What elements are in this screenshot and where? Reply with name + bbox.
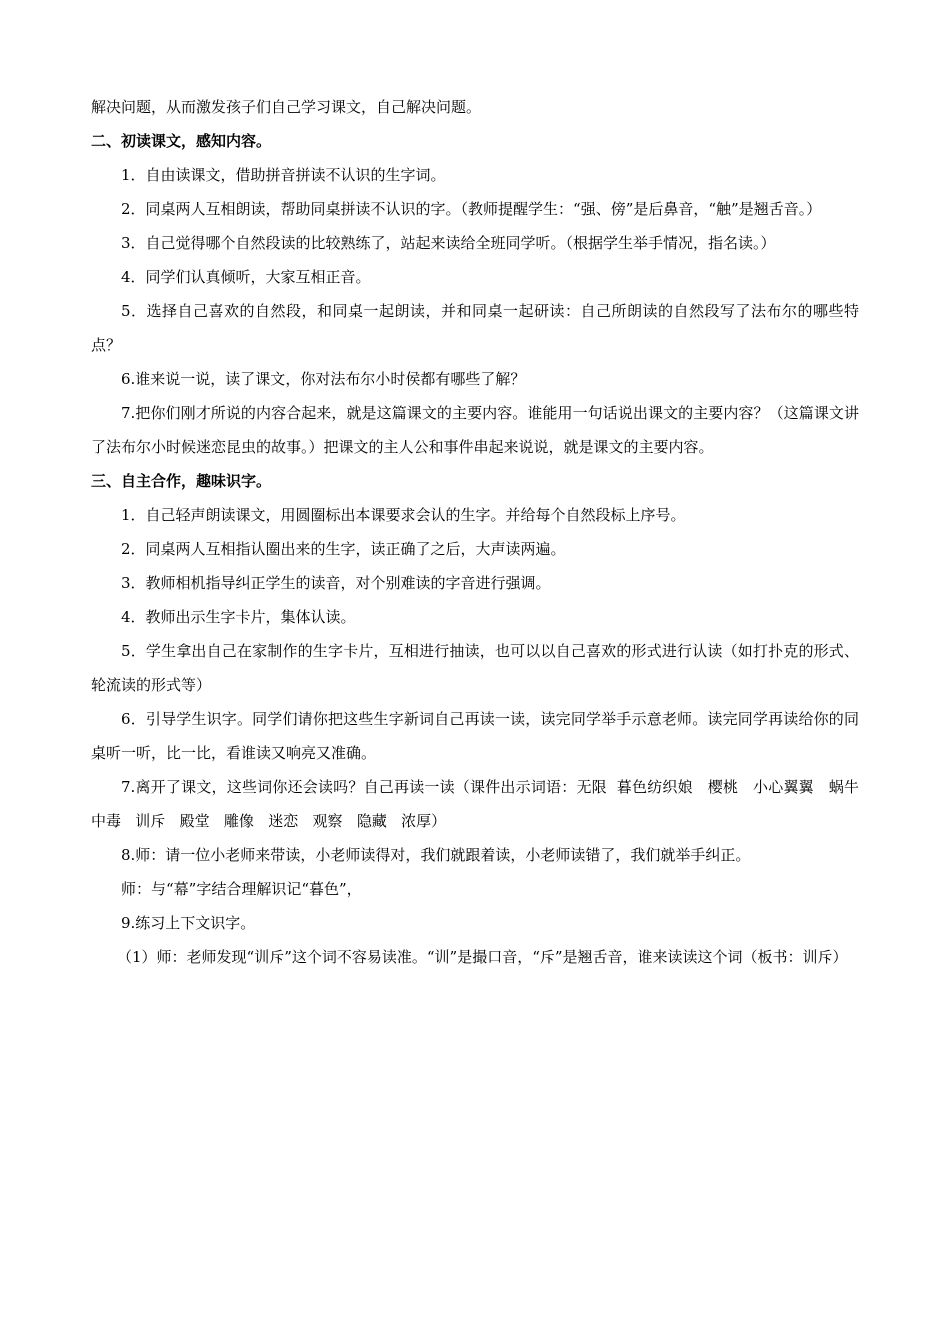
section-heading-3: 三、自主合作，趣味识字。 — [91, 472, 272, 490]
step-3-1: 1．自己轻声朗读课文，用圆圈标出本课要求会认的生字。并给每个自然段标上序号。 — [121, 506, 686, 524]
step-3-8-teacher: 师：与“幕”字结合理解识记“暮色”， — [121, 880, 362, 898]
step-2-2: 2．同桌两人互相朗读，帮助同桌拼读不认识的字。（教师提醒学生：“强、傍”是后鼻音，“触”是翘舌音。） — [121, 200, 822, 218]
section-heading-2: 二、初读课文，感知内容。 — [91, 132, 272, 150]
step-3-9-1: （1）师：老师发现“训斥”这个词不容易读准。“训”是撮口音，“斥”是翘舌音，谁来读读这个词（板书：训斥） — [117, 948, 848, 966]
step-2-4: 4．同学们认真倾听，大家互相正音。 — [121, 268, 371, 286]
step-3-7: 7.离开了课文，这些词你还会读吗？自己再读一读（课件出示词语：无限 暮色纺织娘 樱桃 小心翼翼 蜗牛 中毒 训斥 殿堂 雕像 迷恋 观察 隐藏 浓厚） — [91, 778, 874, 830]
step-3-4: 4．教师出示生字卡片，集体认读。 — [121, 608, 356, 626]
step-3-3: 3．教师相机指导纠正学生的读音，对个别难读的字音进行强调。 — [121, 574, 551, 592]
step-3-9: 9.练习上下文识字。 — [121, 914, 256, 932]
step-2-7: 7.把你们刚才所说的内容合起来，就是这篇课文的主要内容。谁能用一句话说出课文的主要内容？（这篇课文讲了法布尔小时候迷恋昆虫的故事。）把课文的主人公和事件串起来说说，就是课文的主要内容。 — [91, 404, 859, 456]
step-3-8: 8.师：请一位小老师来带读，小老师读得对，我们就跟着读，小老师读错了，我们就举手纠正。 — [121, 846, 751, 864]
step-3-2: 2．同桌两人互相指认圈出来的生字，读正确了之后，大声读两遍。 — [121, 540, 566, 558]
paragraph-continuation: 解决问题，从而激发孩子们自己学习课文，自己解决问题。 — [91, 98, 482, 116]
step-2-5: 5．选择自己喜欢的自然段，和同桌一起朗读，并和同桌一起研读：自己所朗读的自然段写了法布尔的哪些特点？ — [91, 302, 859, 354]
step-3-5: 5．学生拿出自己在家制作的生字卡片，互相进行抽读，也可以以自己喜欢的形式进行认读（如打扑克的形式、轮流读的形式等） — [91, 642, 859, 694]
step-3-6: 6．引导学生识字。同学们请你把这些生字新词自己再读一读，读完同学举手示意老师。读完同学再读给你的同桌听一听，比一比，看谁读又响亮又准确。 — [91, 710, 859, 762]
step-2-6: 6.谁来说一说，读了课文，你对法布尔小时侯都有哪些了解？ — [121, 370, 526, 388]
step-2-1: 1．自由读课文，借助拼音拼读不认识的生字词。 — [121, 166, 446, 184]
step-2-3: 3．自己觉得哪个自然段读的比较熟练了，站起来读给全班同学听。（根据学生举手情况，指名读。） — [121, 234, 776, 252]
